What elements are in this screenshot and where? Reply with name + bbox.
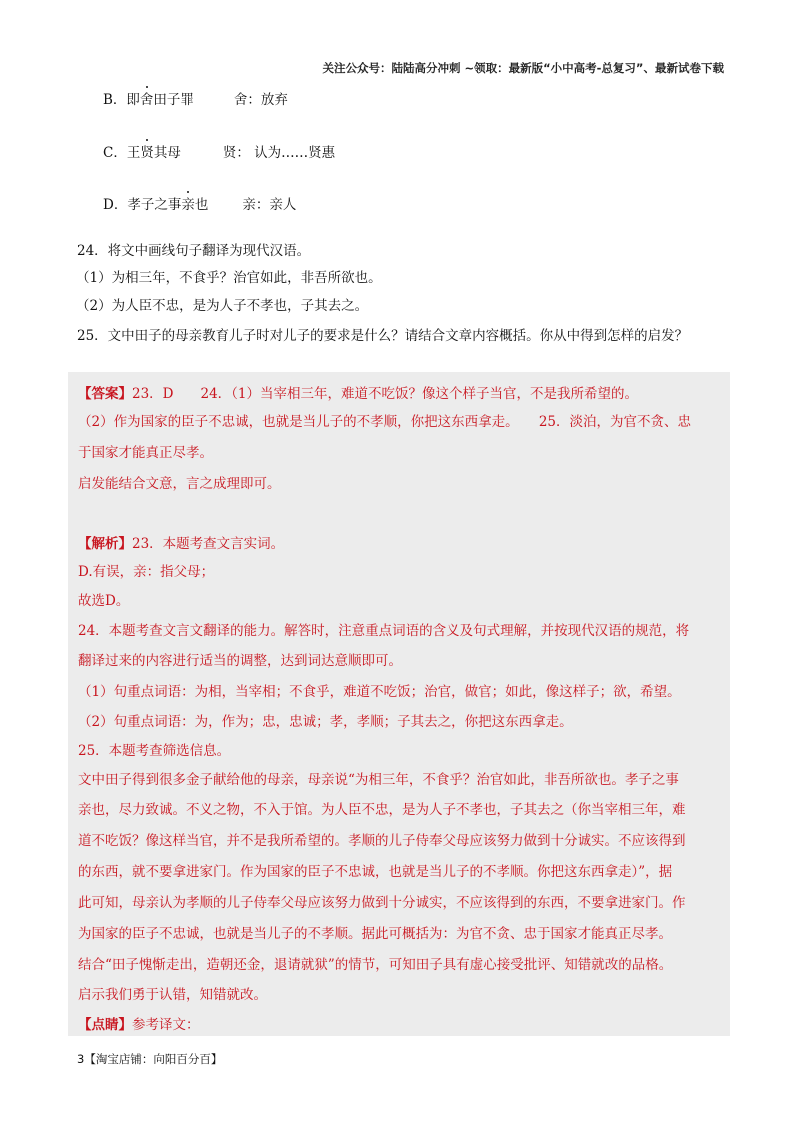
analysis-line-13: 此可知，母亲认为孝顺的儿子侍奉父母应该努力做到十分诚实，不应该得到的东西，不要拿进家门。作	[78, 895, 686, 911]
option-d: D．孝子之事亲也 亲：亲人	[103, 197, 297, 213]
analysis-line-2: D.有误，亲：指父母；	[78, 564, 215, 580]
analysis-line-7: （2）句重点词语：为，作为；忠，忠诚；孝，孝顺；子其去之，你把这东西拿走。	[78, 714, 573, 730]
analysis-line-3: 故选D。	[78, 593, 130, 609]
header-note: 关注公众号：陆陆高分冲刺 ~领取：最新版“小中高考-总复习”、最新试卷下载	[322, 61, 724, 75]
analysis-line-8: 25．本题考查筛选信息。	[78, 743, 231, 759]
page-footer	[77, 1051, 222, 1067]
analysis-line-6: （1）句重点词语：为相，当宰相；不食乎，难道不吃饭；治官，做官；如此，像这样子；欲，希望。	[78, 684, 681, 700]
analysis-line-4: 24．本题考查文言文翻译的能力。解答时，注意重点词语的含义及句式理解，并按现代汉语的规范，将	[78, 623, 690, 639]
analysis-line-9: 文中田子得到很多金子献给他的母亲，母亲说“为相三年，不食乎？治官如此，非吾所欲也。孝子之事	[78, 772, 679, 788]
question-25: 25．文中田子的母亲教育儿子时对儿子的要求是什么？请结合文章内容概括。你从中得到怎样的启发？	[77, 328, 689, 344]
answer-tag: 【答案】	[78, 386, 132, 402]
question-24-2: （2）为人臣不忠，是为人子不孝也，子其去之。	[76, 298, 369, 314]
dianjing-line: 【点睛】参考译文：	[78, 1017, 200, 1033]
emphasis-char: 舍	[139, 92, 154, 108]
analysis-line-5: 翻译过来的内容进行适当的调整，达到词达意顺即可。	[78, 653, 402, 669]
shop-name: 【淘宝店铺：向阳百分百】	[84, 1052, 223, 1066]
analysis-line-10: 亲也，尽力致诚。不义之物，不入于馆。为人臣不忠，是为人子不孝也，子其去之（你当宰相三年，难	[78, 802, 686, 818]
analysis-line-16: 启示我们勇于认错，知错就改。	[78, 987, 267, 1003]
answer-line-3: 于国家才能真正尽孝。	[78, 445, 213, 461]
option-b: B．即舍田子罪 舍：放弃	[103, 92, 288, 108]
answer-line-2: （2）作为国家的臣子不忠诚，也就是当儿子的不孝顺，你把这东西拿走。 25．淡泊，为官不贪、忠	[78, 414, 692, 430]
analysis-tag: 【解析】	[78, 536, 132, 552]
question-24-1: （1）为相三年，不食乎？治官如此，非吾所欲也。	[76, 270, 382, 286]
analysis-line-1: 【解析】23．本题考查文言实词。	[78, 536, 285, 552]
option-c: C．王贤其母 贤： 认为……贤惠	[103, 145, 336, 161]
question-24: 24．将文中画线句子翻译为现代汉语。	[77, 243, 311, 259]
dianjing-tag: 【点睛】	[78, 1017, 132, 1033]
analysis-line-12: 的东西，就不要拿进家门。作为国家的臣子不忠诚，也就是当儿子的不孝顺。你把这东西拿走）”，据	[78, 864, 673, 880]
analysis-line-14: 为国家的臣子不忠诚，也就是当儿子的不孝顺。据此可概括为：为官不贪、忠于国家才能真正尽孝。	[78, 926, 672, 942]
answer-line-1: 【答案】23．D 24．（1）当宰相三年，难道不吃饭？像这个样子当官，不是我所希望的。	[78, 386, 639, 402]
answer-line-4: 启发能结合文意，言之成理即可。	[78, 476, 281, 492]
option-gloss: 亲：亲人	[242, 197, 297, 213]
emphasis-char: 亲	[181, 197, 195, 213]
analysis-line-11: 道不吃饭？像这样当官，并不是我所希望的。孝顺的儿子侍奉父母应该努力做到十分诚实。不应该得到	[78, 833, 686, 849]
option-gloss: 舍：放弃	[233, 92, 288, 108]
emphasis-char: 贤	[140, 145, 154, 161]
option-gloss: 贤： 认为……贤惠	[222, 145, 336, 161]
analysis-line-15: 结合“田子愧惭走出，造朝还金，退请就狱”的情节，可知田子具有虚心接受批评、知错就改的品格。	[78, 957, 673, 973]
page-number: 3	[77, 1052, 85, 1066]
